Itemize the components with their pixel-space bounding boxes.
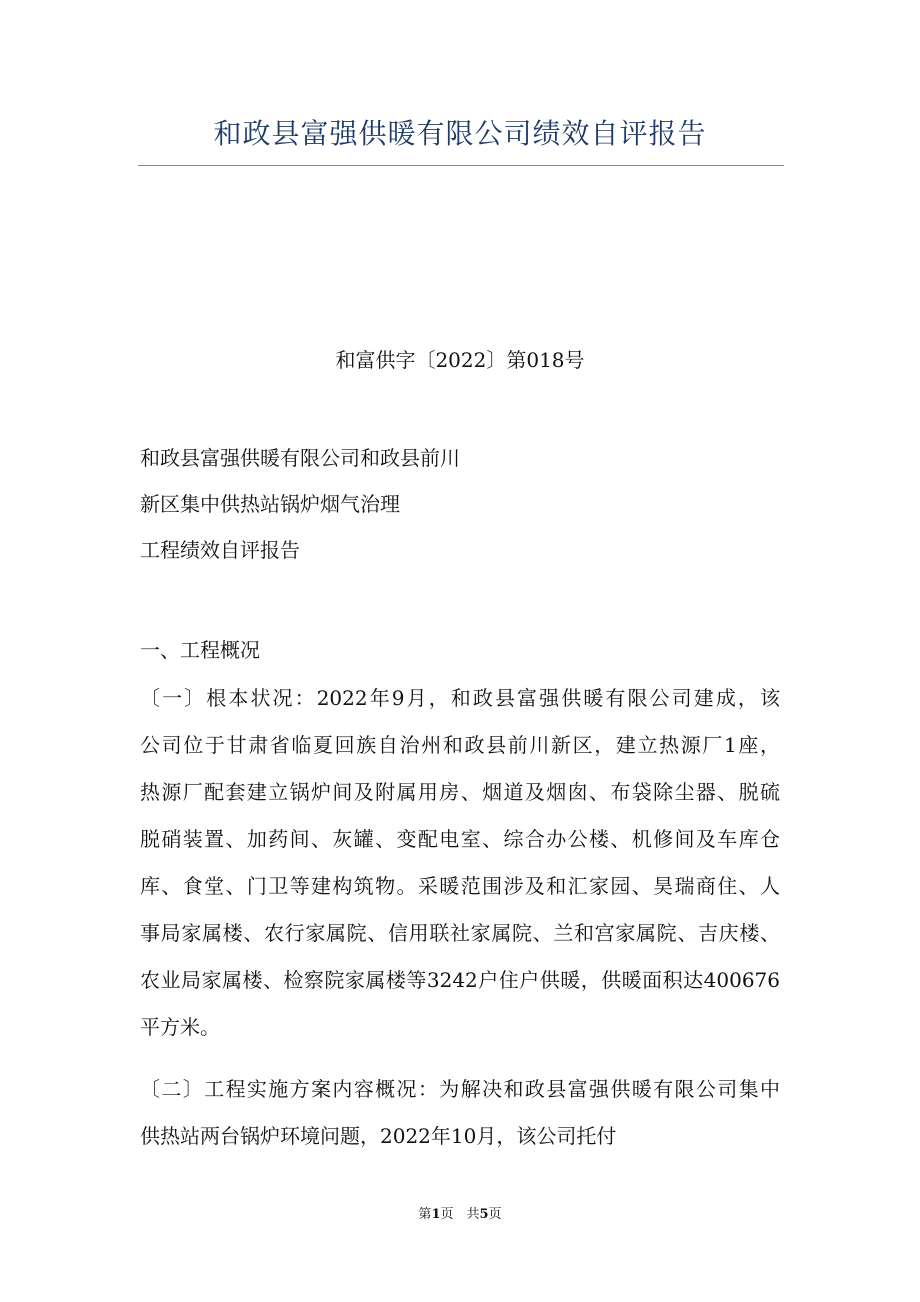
paragraph-line: 农业局家属楼、检察院家属楼等3242户住户供暖，供暖面积达400676 — [140, 968, 780, 992]
paragraph-line: 热源厂配套建立锅炉间及附属用房、烟道及烟囱、布袋除尘器、脱硫 — [140, 780, 780, 804]
subject-line: 新区集中供热站锅炉烟气治理 — [140, 492, 400, 516]
page-suffix: 页 — [488, 1207, 502, 1222]
paragraph-line: 〔二〕工程实施方案内容概况：为解决和政县富强供暖有限公司集中 — [140, 1077, 780, 1101]
page-footer — [0, 1205, 920, 1225]
page-current: 1 — [431, 1207, 441, 1222]
page-mid: 页 共 — [440, 1207, 480, 1222]
header-divider — [138, 165, 784, 166]
paragraph-line: 〔一〕根本状况：2022年9月，和政县富强供暖有限公司建成，该 — [140, 686, 780, 710]
paragraph-line: 平方米。 — [140, 1015, 220, 1039]
page-prefix: 第 — [418, 1207, 432, 1222]
subject-line: 和政县富强供暖有限公司和政县前川 — [140, 446, 460, 470]
paragraph-line: 事局家属楼、农行家属院、信用联社家属院、兰和宫家属院、吉庆楼、 — [140, 921, 780, 945]
document-number: 和富供字〔2022〕第018号 — [335, 348, 585, 372]
paragraph-line: 供热站两台锅炉环境问题，2022年10月，该公司托付 — [140, 1124, 617, 1148]
page-title: 和政县富强供暖有限公司绩效自评报告 — [213, 117, 707, 150]
section-heading: 一、工程概况 — [140, 638, 260, 662]
subject-line: 工程绩效自评报告 — [140, 538, 300, 562]
paragraph-line: 公司位于甘肃省临夏回族自治州和政县前川新区，建立热源厂1座， — [140, 733, 780, 757]
paragraph-line: 库、食堂、门卫等建构筑物。采暖范围涉及和汇家园、昊瑞商住、人 — [140, 874, 780, 898]
paragraph-line: 脱硝装置、加药间、灰罐、变配电室、综合办公楼、机修间及车库仓 — [140, 827, 780, 851]
page-total: 5 — [479, 1207, 489, 1222]
